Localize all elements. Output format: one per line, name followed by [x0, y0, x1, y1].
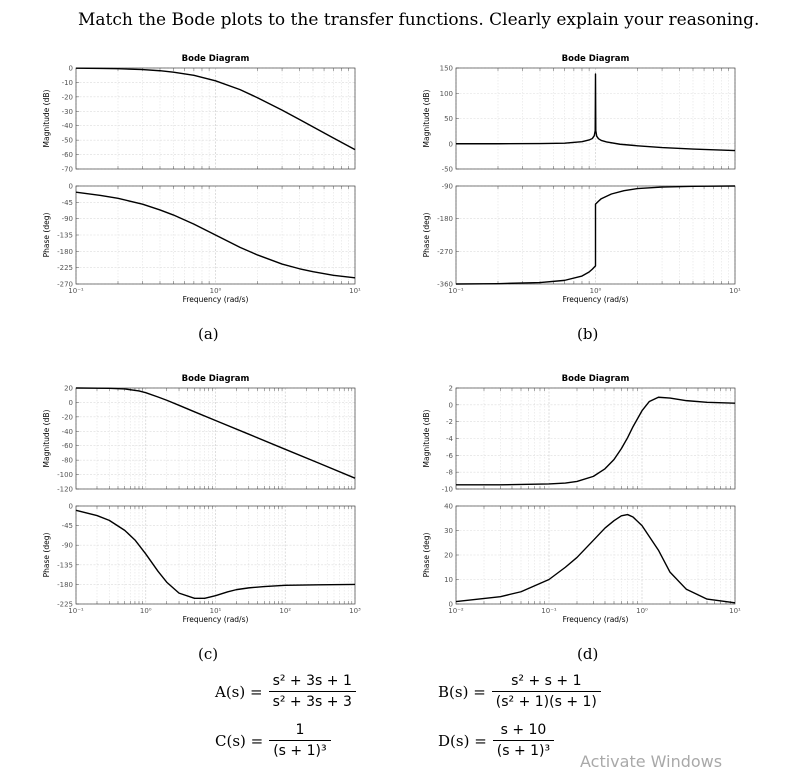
y-axis-label: Magnitude (dB) [42, 409, 51, 468]
magnitude-panel [42, 385, 355, 494]
x-axis-label: Frequency (rad/s) [562, 615, 629, 624]
y-axis-label: Magnitude (dB) [42, 89, 51, 148]
y-tick-label: -60 [61, 151, 73, 160]
y-tick-label: -100 [57, 471, 73, 480]
x-tick-label: 10⁻¹ [541, 607, 557, 615]
denominator: (s² + 1)(s + 1) [492, 691, 601, 710]
y-tick-label: -40 [61, 122, 73, 131]
y-tick-label: 150 [439, 64, 453, 73]
y-tick-label: -90 [441, 182, 453, 191]
y-tick-label: -135 [57, 231, 73, 240]
fraction [269, 673, 356, 710]
x-axis-label: Frequency (rad/s) [182, 615, 249, 624]
y-tick-label: -135 [57, 561, 73, 570]
x-tick-label: 10⁰ [589, 287, 602, 295]
chart-title: Bode Diagram [181, 374, 250, 384]
fraction [492, 673, 601, 710]
x-axis-label: Frequency (rad/s) [182, 295, 249, 304]
bode-plot-d [400, 370, 750, 630]
question-text: Match the Bode plots to the transfer functions. Clearly explain your reasoning. [78, 10, 760, 30]
y-tick-label: 30 [444, 527, 453, 535]
equation-label: C(s) = [215, 731, 264, 750]
bode-plot-b [400, 50, 750, 310]
bode-plot-c [20, 370, 370, 630]
y-tick-label: 0 [448, 401, 453, 410]
y-axis-label: Phase (deg) [42, 212, 51, 258]
chart-title: Bode Diagram [561, 54, 630, 64]
y-tick-label: 0 [68, 398, 73, 407]
y-tick-label: -2 [446, 418, 453, 427]
y-tick-label: -20 [61, 93, 73, 102]
fraction [493, 722, 554, 759]
denominator: (s + 1)³ [493, 740, 554, 759]
y-tick-label: -45 [61, 522, 73, 531]
x-tick-label: 10⁻¹ [68, 287, 84, 295]
y-tick-label: -225 [57, 264, 73, 273]
y-tick-label: 20 [64, 384, 73, 393]
phase-panel [422, 503, 735, 609]
y-tick-label: 0 [68, 502, 73, 511]
y-tick-label: 0 [448, 600, 453, 609]
equation-c [215, 722, 331, 759]
y-tick-label: -90 [61, 215, 73, 224]
y-tick-label: 0 [448, 140, 453, 149]
y-tick-label: 0 [68, 182, 73, 191]
y-tick-label: -60 [61, 442, 73, 451]
y-tick-label: -50 [441, 165, 453, 174]
y-tick-label: -360 [437, 280, 453, 289]
y-tick-label: -225 [57, 600, 73, 609]
y-axis-label: Phase (deg) [422, 212, 431, 258]
y-tick-label: -180 [57, 580, 73, 589]
x-tick-label: 10¹ [349, 287, 361, 295]
caption-d: (d) [577, 645, 599, 663]
equation-d [438, 722, 554, 759]
y-tick-label: -90 [61, 541, 73, 550]
numerator: s² + s + 1 [511, 673, 582, 689]
y-tick-label: -50 [61, 136, 73, 145]
y-tick-label: -6 [446, 451, 453, 460]
y-tick-label: -70 [61, 165, 73, 174]
activate-windows-watermark: Activate Windows [580, 752, 723, 771]
plot-area [456, 506, 735, 604]
y-axis-label: Magnitude (dB) [422, 409, 431, 468]
y-tick-label: -180 [437, 215, 453, 224]
phase-panel [42, 183, 355, 289]
numerator: s + 10 [500, 722, 547, 738]
phase-panel [42, 503, 355, 609]
bode-plot-a [20, 50, 370, 310]
y-tick-label: 2 [448, 384, 453, 393]
caption-c: (c) [198, 645, 219, 663]
y-tick-label: -8 [446, 468, 453, 477]
y-axis-label: Phase (deg) [42, 532, 51, 578]
x-tick-label: 10¹ [209, 607, 222, 615]
y-tick-label: 50 [444, 115, 453, 123]
equation-label: D(s) = [438, 731, 487, 750]
y-tick-label: 40 [444, 502, 453, 511]
y-tick-label: -10 [441, 485, 453, 494]
caption-a: (a) [198, 325, 219, 343]
magnitude-panel [422, 385, 735, 494]
x-tick-label: 10⁻¹ [68, 607, 84, 615]
y-axis-label: Phase (deg) [422, 532, 431, 578]
equation-b [438, 673, 601, 710]
y-tick-label: -180 [57, 247, 73, 256]
y-tick-label: -40 [61, 427, 73, 436]
y-tick-label: -270 [437, 247, 453, 256]
y-tick-label: 0 [68, 64, 73, 73]
numerator: s² + 3s + 1 [272, 673, 352, 689]
x-tick-label: 10² [279, 607, 292, 615]
phase-panel [422, 183, 735, 289]
x-axis-label: Frequency (rad/s) [562, 295, 629, 304]
magnitude-panel [422, 65, 735, 174]
x-tick-label: 10¹ [729, 287, 741, 295]
y-axis-label: Magnitude (dB) [422, 89, 431, 148]
x-tick-label: 10⁻¹ [448, 287, 464, 295]
equation-label: B(s) = [438, 682, 486, 701]
y-tick-label: -4 [446, 435, 453, 443]
y-tick-label: -120 [57, 485, 73, 494]
equation-a [215, 673, 356, 710]
chart-title: Bode Diagram [181, 54, 250, 64]
chart-title: Bode Diagram [561, 374, 630, 384]
y-tick-label: -270 [57, 280, 73, 289]
numerator: 1 [295, 722, 305, 738]
y-tick-label: 100 [439, 89, 453, 98]
plot-area [456, 388, 735, 489]
y-tick-label: -30 [61, 107, 73, 116]
equation-label: A(s) = [215, 682, 263, 701]
magnitude-panel [42, 65, 355, 174]
caption-b: (b) [577, 325, 599, 343]
y-tick-label: -80 [61, 456, 73, 465]
x-tick-label: 10⁰ [209, 287, 222, 295]
denominator: s² + 3s + 3 [269, 691, 356, 710]
x-tick-label: 10⁻² [448, 607, 464, 615]
x-tick-label: 10³ [349, 607, 361, 615]
x-tick-label: 10¹ [729, 607, 741, 615]
x-tick-label: 10⁰ [636, 607, 648, 615]
fraction [269, 722, 330, 759]
y-tick-label: -10 [61, 78, 73, 87]
denominator: (s + 1)³ [269, 740, 330, 759]
y-tick-label: -45 [61, 198, 73, 207]
x-tick-label: 10⁰ [139, 607, 152, 615]
y-tick-label: -20 [61, 413, 73, 422]
y-tick-label: 10 [444, 576, 453, 584]
y-tick-label: 20 [444, 551, 453, 560]
